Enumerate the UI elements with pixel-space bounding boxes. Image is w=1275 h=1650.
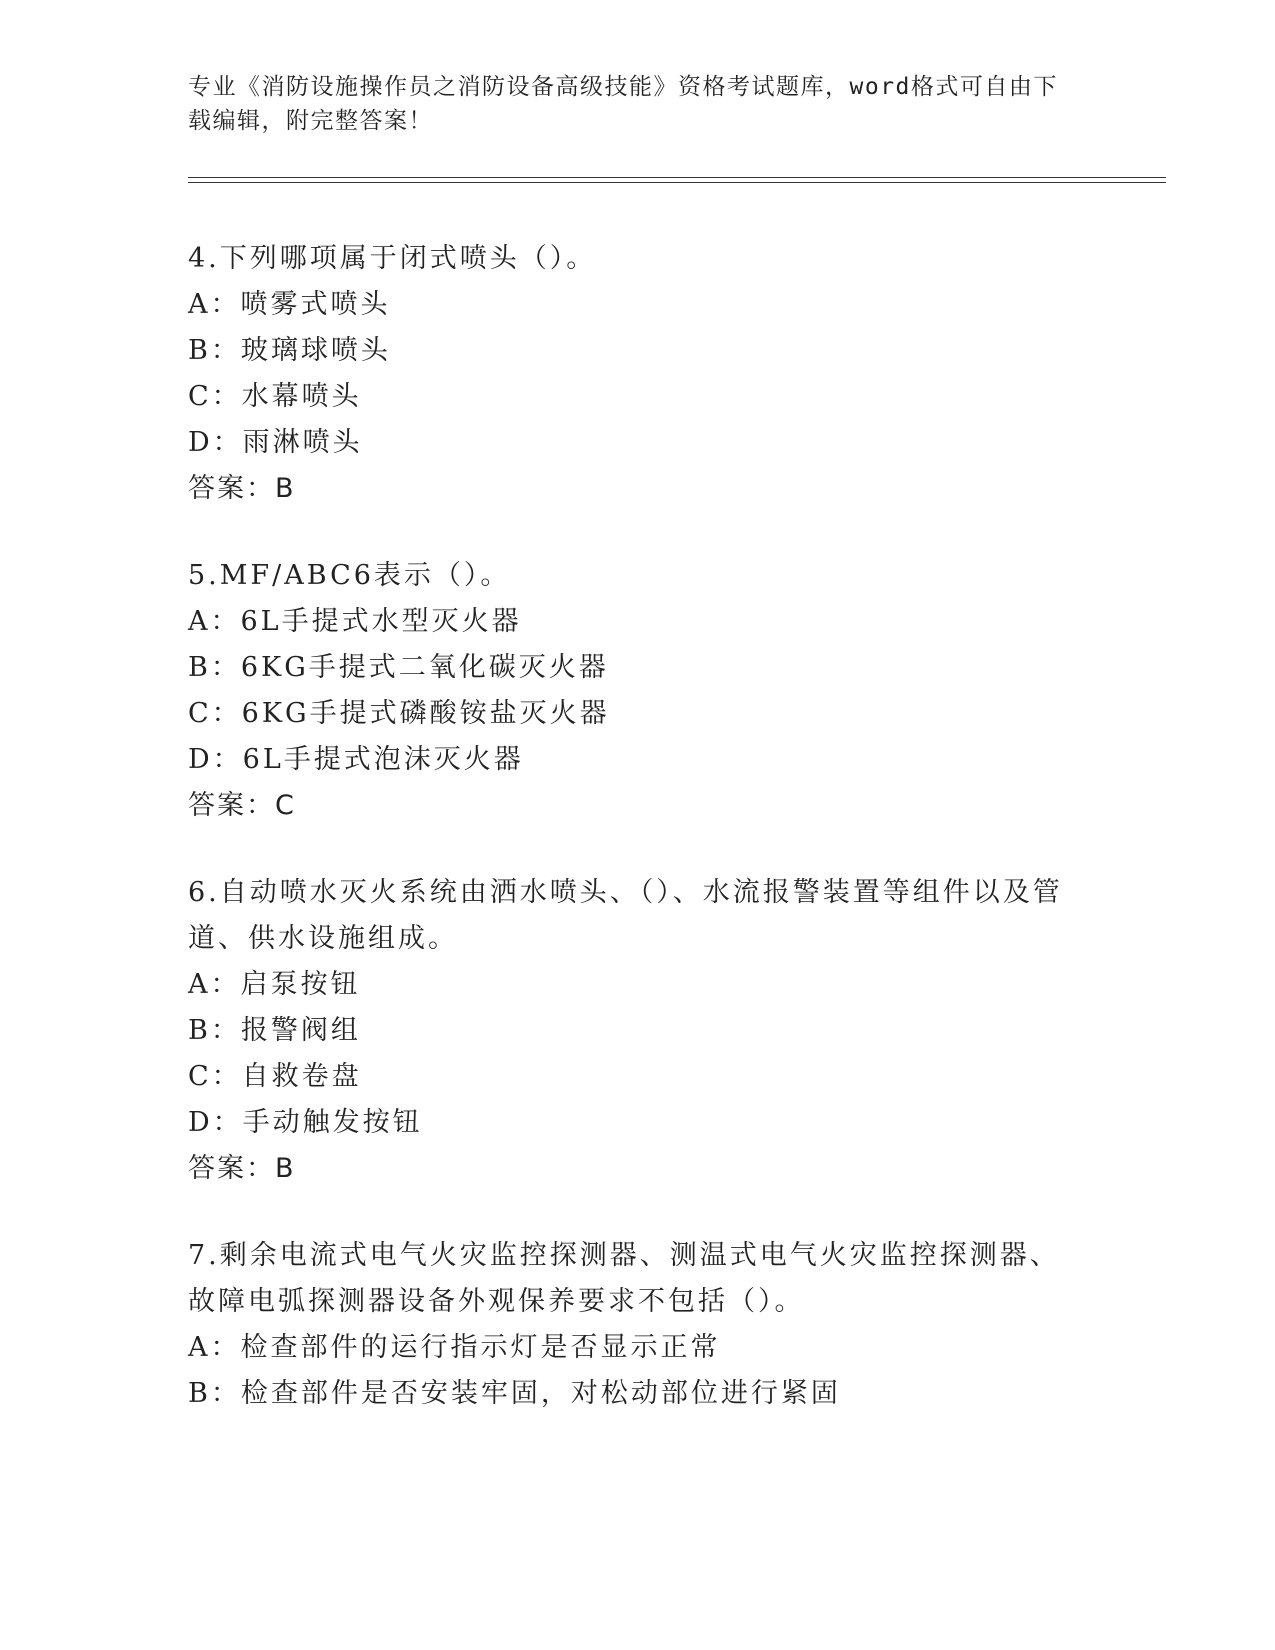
option-a: A：启泵按钮 xyxy=(188,969,361,1000)
question-6 xyxy=(188,870,1068,1192)
option-c: C：自救卷盘 xyxy=(188,1061,362,1092)
option-d: D：雨淋喷头 xyxy=(188,427,363,458)
header-divider xyxy=(188,177,1166,178)
option-a: A：喷雾式喷头 xyxy=(188,289,391,320)
option-a: A：6L手提式水型灭火器 xyxy=(188,606,522,637)
option-b: B：检查部件是否安装牢固，对松动部位进行紧固 xyxy=(188,1378,841,1409)
option-d: D：手动触发按钮 xyxy=(188,1107,423,1138)
question-text: 7.剩余电流式电气火灾监控探测器、测温式电气火灾监控探测器、故障电弧探测器设备外观保养要求不包括（）。 xyxy=(188,1240,1060,1317)
document-intro: 专业《消防设施操作员之消防设备高级技能》资格考试题库，word格式可自由下载编辑，附完整答案！ xyxy=(188,74,1058,134)
option-b: B：6KG手提式二氧化碳灭火器 xyxy=(188,652,609,683)
question-text: 5.MF/ABC6表示（）。 xyxy=(188,560,511,591)
question-5 xyxy=(188,553,1068,829)
question-list xyxy=(188,236,1068,1458)
option-c: C：6KG手提式磷酸铵盐灭火器 xyxy=(188,698,610,729)
option-d: D：6L手提式泡沫灭火器 xyxy=(188,744,524,775)
question-text: 4.下列哪项属于闭式喷头（）。 xyxy=(188,243,597,274)
answer-line: 答案：B xyxy=(188,473,296,504)
option-b: B：玻璃球喷头 xyxy=(188,335,391,366)
question-4 xyxy=(188,236,1068,512)
answer-line: 答案：C xyxy=(188,790,296,821)
option-c: C：水幕喷头 xyxy=(188,381,362,412)
question-text: 6.自动喷水灭火系统由洒水喷头、（）、水流报警装置等组件以及管道、供水设施组成。 xyxy=(188,877,1063,954)
answer-line: 答案：B xyxy=(188,1153,296,1184)
option-b: B：报警阀组 xyxy=(188,1015,361,1046)
option-a: A：检查部件的运行指示灯是否显示正常 xyxy=(188,1332,721,1363)
question-7 xyxy=(188,1233,1068,1417)
header-divider-second xyxy=(188,182,1166,183)
